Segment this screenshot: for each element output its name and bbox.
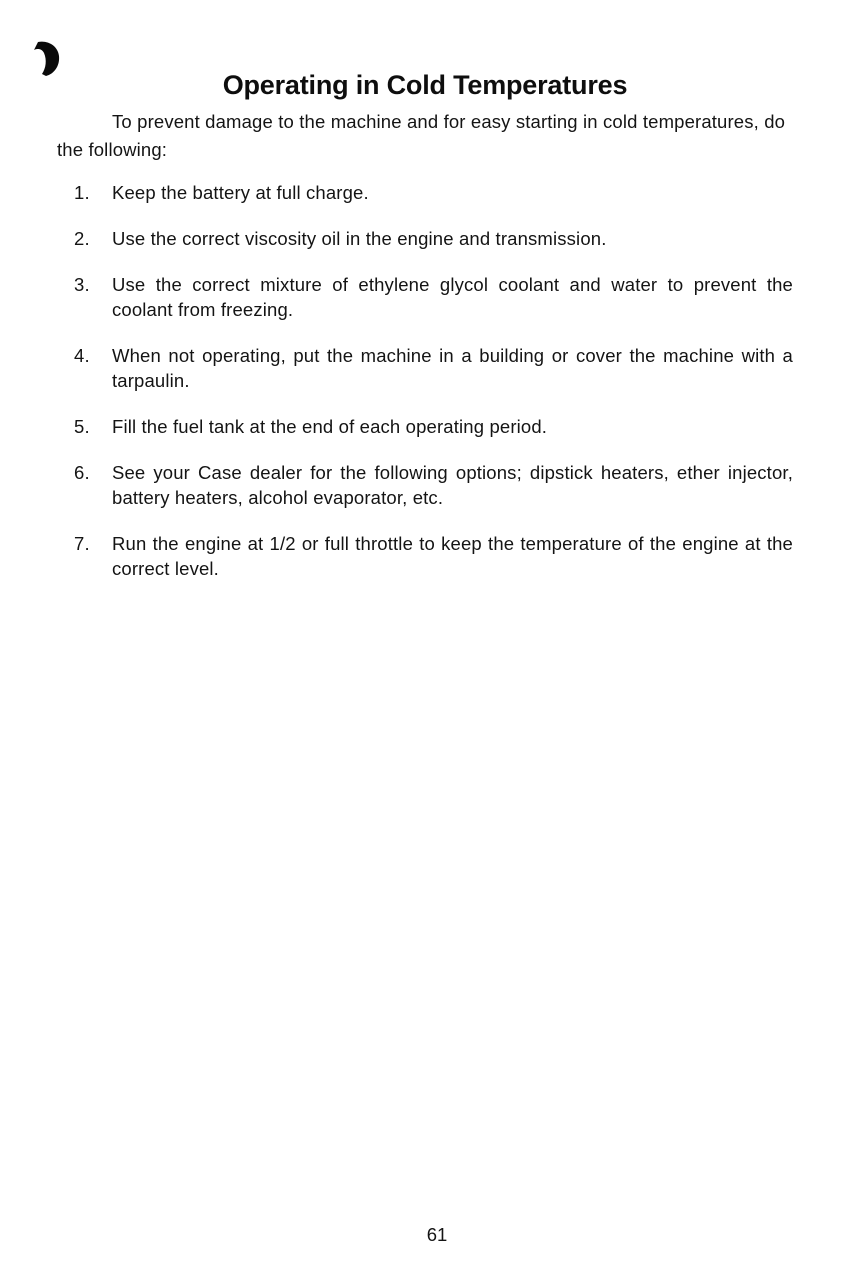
page-number: 61 [426,1224,448,1245]
steps-list [57,180,793,602]
step-text: Run the engine at 1/2 or full throttle to keep the temperature of the engine at the correct level. [112,533,793,579]
step-text: Fill the fuel tank at the end of each operating period. [112,416,548,437]
step-number: 2. [74,228,90,249]
step-text: Use the correct viscosity oil in the engine and transmission. [112,228,607,249]
step-text: Use the correct mixture of ethylene glycol coolant and water to prevent the coolant from freezing. [112,274,793,320]
list-item [57,531,793,581]
step-number: 4. [74,345,90,366]
list-item [57,272,793,322]
step-number: 7. [74,533,90,554]
step-text: See your Case dealer for the following options; dipstick heaters, ether injector, battery heaters, alcohol evaporator, etc. [112,462,793,508]
list-item [57,460,793,510]
list-item [57,414,793,439]
step-text: Keep the battery at full charge. [112,182,369,203]
page-title-text: Operating in Cold Temperatures [222,70,628,101]
step-number: 3. [74,274,90,295]
list-item [57,226,793,251]
page-title [0,70,846,101]
step-number: 6. [74,462,90,483]
step-number: 5. [74,416,90,437]
list-item [57,180,793,205]
list-item [57,343,793,393]
step-number: 1. [74,182,90,203]
step-text: When not operating, put the machine in a building or cover the machine with a tarpaulin. [112,345,793,391]
intro-paragraph: To prevent damage to the machine and for easy starting in cold temperatures, do the following: [57,111,786,160]
